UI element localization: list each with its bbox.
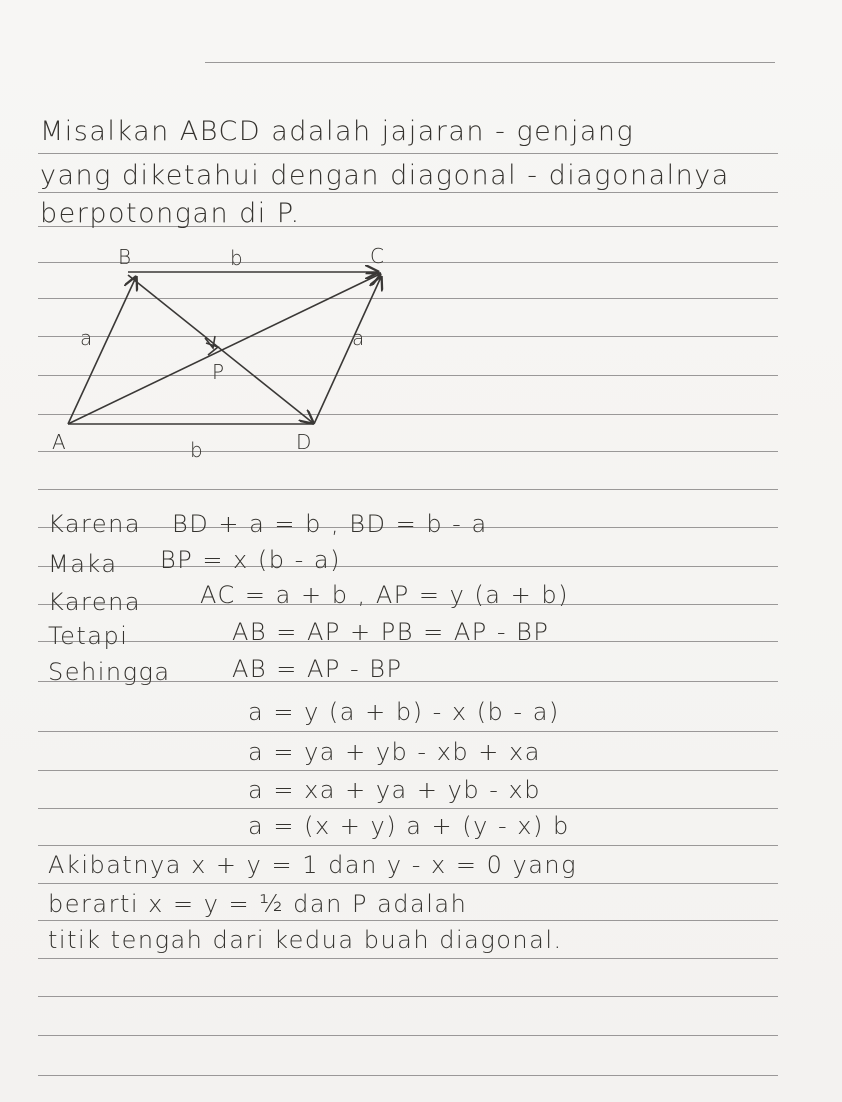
side-top-b-label: b [230,246,244,270]
conclusion-line-3: titik tengah dari kedua buah diagonal. [48,926,563,954]
vertex-b-label: B [118,245,133,269]
diagonal-bd [128,275,313,423]
side-right-a-label: a [352,326,366,350]
side-left-a-label: a [80,326,94,350]
step-word-1: Karena [48,510,142,538]
vertex-c-label: C [370,244,385,268]
step-expr-3: AC = a + b , AP = y (a + b) [200,581,569,609]
intro-line-2: yang diketahui dengan diagonal - diagonalnya [40,160,730,191]
conclusion-line-1: Akibatnya x + y = 1 dan y - x = 0 yang [48,851,578,879]
intro-line-1: Misalkan ABCD adalah jajaran - genjang [40,116,635,147]
vertex-a-label: A [52,430,67,454]
derivation-line-2: a = ya + yb - xb + xa [248,738,541,766]
derivation-line-1: a = y (a + b) - x (b - a) [248,698,560,726]
step-expr-1: BD + a = b , BD = b - a [172,510,488,538]
point-p-label: P [212,360,226,384]
side-dc [314,277,381,424]
step-expr-2: BP = x (b - a) [160,546,341,574]
step-expr-5: AB = AP - BP [232,655,403,683]
diagonal-ac [68,274,380,424]
step-word-5: Sehingga [48,658,171,686]
intro-line-3: berpotongan di P. [40,198,301,229]
conclusion-line-2: berarti x = y = ½ dan P adalah [48,890,468,918]
step-word-3: Karena [48,588,142,616]
vertex-d-label: D [296,430,313,454]
side-ab [68,277,136,424]
derivation-line-4: a = (x + y) a + (y - x) b [248,812,570,840]
step-word-2: Maka [48,550,118,578]
step-expr-4: AB = AP + PB = AP - BP [232,618,550,646]
derivation-line-3: a = xa + ya + yb - xb [248,776,541,804]
step-word-4: Tetapi [48,622,129,650]
side-bottom-b-label: b [190,438,204,462]
